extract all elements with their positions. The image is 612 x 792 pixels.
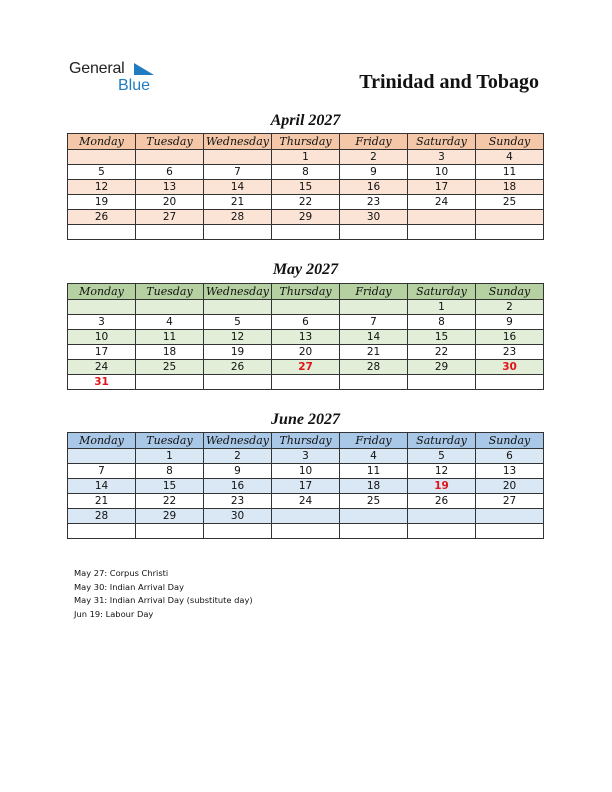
day-cell: 12	[408, 464, 476, 479]
calendar-may	[67, 283, 544, 390]
weekday-header: Monday	[68, 134, 136, 150]
empty-day-cell	[68, 150, 136, 165]
empty-day-cell	[476, 210, 544, 225]
weekday-header: Saturday	[408, 134, 476, 150]
holiday-notes	[74, 567, 253, 621]
weekday-header: Saturday	[408, 284, 476, 300]
weekday-header: Thursday	[272, 433, 340, 449]
day-cell: 20	[272, 345, 340, 360]
holiday-note: May 31: Indian Arrival Day (substitute day)	[74, 595, 253, 605]
day-cell: 12	[204, 330, 272, 345]
day-cell: 12	[68, 180, 136, 195]
day-cell: 7	[204, 165, 272, 180]
day-cell: 30	[476, 360, 544, 375]
day-cell: 1	[272, 150, 340, 165]
empty-day-cell	[204, 524, 272, 539]
day-cell: 6	[476, 449, 544, 464]
empty-day-cell	[272, 225, 340, 240]
day-cell: 21	[204, 195, 272, 210]
day-cell: 21	[68, 494, 136, 509]
day-cell: 1	[408, 300, 476, 315]
weekday-header: Friday	[340, 284, 408, 300]
day-cell: 4	[476, 150, 544, 165]
day-cell: 23	[204, 494, 272, 509]
day-cell: 7	[68, 464, 136, 479]
day-cell: 10	[68, 330, 136, 345]
day-cell: 17	[408, 180, 476, 195]
weekday-header-row	[68, 433, 544, 449]
empty-day-cell	[204, 150, 272, 165]
calendar-april	[67, 133, 544, 240]
day-cell: 18	[340, 479, 408, 494]
day-cell: 13	[272, 330, 340, 345]
day-cell: 8	[136, 464, 204, 479]
weekday-header-row	[68, 284, 544, 300]
day-cell: 13	[136, 180, 204, 195]
day-cell: 25	[340, 494, 408, 509]
empty-day-cell	[340, 375, 408, 390]
day-cell: 19	[204, 345, 272, 360]
day-cell: 19	[408, 479, 476, 494]
empty-day-cell	[136, 225, 204, 240]
week-row	[68, 509, 544, 524]
weekday-header: Saturday	[408, 433, 476, 449]
empty-day-cell	[68, 449, 136, 464]
weekday-header: Sunday	[476, 433, 544, 449]
day-cell: 3	[408, 150, 476, 165]
day-cell: 14	[340, 330, 408, 345]
day-cell: 28	[68, 509, 136, 524]
day-cell: 11	[340, 464, 408, 479]
day-cell: 17	[272, 479, 340, 494]
empty-day-cell	[204, 300, 272, 315]
day-cell: 16	[204, 479, 272, 494]
day-cell: 31	[68, 375, 136, 390]
empty-day-cell	[340, 509, 408, 524]
day-cell: 25	[136, 360, 204, 375]
day-cell: 24	[272, 494, 340, 509]
day-cell: 17	[68, 345, 136, 360]
day-cell: 18	[136, 345, 204, 360]
empty-day-cell	[272, 300, 340, 315]
weekday-header: Sunday	[476, 284, 544, 300]
week-row	[68, 360, 544, 375]
week-row	[68, 210, 544, 225]
weekday-header: Tuesday	[136, 284, 204, 300]
empty-day-cell	[408, 509, 476, 524]
weekday-header: Thursday	[272, 134, 340, 150]
day-cell: 10	[408, 165, 476, 180]
day-cell: 13	[476, 464, 544, 479]
empty-day-cell	[272, 375, 340, 390]
month-title-may: May 2027	[272, 261, 339, 278]
day-cell: 27	[136, 210, 204, 225]
empty-day-cell	[340, 225, 408, 240]
empty-day-cell	[204, 225, 272, 240]
week-row	[68, 375, 544, 390]
day-cell: 11	[136, 330, 204, 345]
day-cell: 30	[340, 210, 408, 225]
day-cell: 22	[136, 494, 204, 509]
empty-day-cell	[340, 524, 408, 539]
weekday-header: Monday	[68, 433, 136, 449]
day-cell: 14	[204, 180, 272, 195]
day-cell: 26	[68, 210, 136, 225]
day-cell: 6	[136, 165, 204, 180]
day-cell: 21	[340, 345, 408, 360]
day-cell: 2	[340, 150, 408, 165]
day-cell: 23	[476, 345, 544, 360]
month-title-june: June 2027	[271, 411, 340, 428]
day-cell: 29	[408, 360, 476, 375]
week-row	[68, 180, 544, 195]
empty-day-cell	[340, 300, 408, 315]
weekday-header: Monday	[68, 284, 136, 300]
holiday-note: Jun 19: Labour Day	[74, 608, 154, 619]
week-row	[68, 330, 544, 345]
month-title-april: April 2027	[270, 112, 341, 129]
empty-day-cell	[136, 150, 204, 165]
weekday-header: Wednesday	[204, 284, 272, 300]
empty-day-cell	[68, 225, 136, 240]
week-row	[68, 195, 544, 210]
day-cell: 28	[204, 210, 272, 225]
day-cell: 25	[476, 195, 544, 210]
weekday-header: Wednesday	[204, 433, 272, 449]
week-row	[68, 449, 544, 464]
day-cell: 5	[408, 449, 476, 464]
day-cell: 3	[272, 449, 340, 464]
day-cell: 11	[476, 165, 544, 180]
day-cell: 26	[204, 360, 272, 375]
weekday-header: Friday	[340, 134, 408, 150]
day-cell: 24	[408, 195, 476, 210]
empty-day-cell	[476, 524, 544, 539]
empty-day-cell	[136, 524, 204, 539]
day-cell: 2	[476, 300, 544, 315]
weekday-header: Tuesday	[136, 433, 204, 449]
day-cell: 27	[476, 494, 544, 509]
day-cell: 6	[272, 315, 340, 330]
day-cell: 28	[340, 360, 408, 375]
day-cell: 20	[476, 479, 544, 494]
empty-day-cell	[68, 300, 136, 315]
day-cell: 26	[408, 494, 476, 509]
week-row	[68, 300, 544, 315]
day-cell: 27	[272, 360, 340, 375]
day-cell: 22	[272, 195, 340, 210]
day-cell: 22	[408, 345, 476, 360]
empty-day-cell	[408, 524, 476, 539]
day-cell: 5	[68, 165, 136, 180]
week-row	[68, 315, 544, 330]
day-cell: 20	[136, 195, 204, 210]
holiday-note: May 27: Corpus Christi	[74, 568, 169, 578]
day-cell: 30	[204, 509, 272, 524]
day-cell: 14	[68, 479, 136, 494]
week-row	[68, 479, 544, 494]
day-cell: 29	[136, 509, 204, 524]
calendar-june	[67, 432, 544, 539]
empty-day-cell	[408, 210, 476, 225]
weekday-header: Thursday	[272, 284, 340, 300]
week-row	[68, 494, 544, 509]
day-cell: 29	[272, 210, 340, 225]
empty-day-cell	[476, 509, 544, 524]
empty-day-cell	[204, 375, 272, 390]
country-title: Trinidad and Tobago	[359, 71, 539, 93]
day-cell: 4	[340, 449, 408, 464]
week-row	[68, 524, 544, 539]
day-cell: 15	[136, 479, 204, 494]
day-cell: 15	[408, 330, 476, 345]
day-cell: 5	[204, 315, 272, 330]
day-cell: 7	[340, 315, 408, 330]
week-row	[68, 345, 544, 360]
day-cell: 23	[340, 195, 408, 210]
empty-day-cell	[272, 524, 340, 539]
day-cell: 18	[476, 180, 544, 195]
day-cell: 3	[68, 315, 136, 330]
empty-day-cell	[476, 375, 544, 390]
logo-general-text: General	[69, 60, 125, 77]
day-cell: 8	[272, 165, 340, 180]
day-cell: 24	[68, 360, 136, 375]
empty-day-cell	[136, 300, 204, 315]
day-cell: 15	[272, 180, 340, 195]
day-cell: 19	[68, 195, 136, 210]
week-row	[68, 165, 544, 180]
generalblue-logo	[69, 60, 159, 96]
logo-blue-text: Blue	[118, 77, 151, 94]
weekday-header: Tuesday	[136, 134, 204, 150]
week-row	[68, 464, 544, 479]
day-cell: 9	[476, 315, 544, 330]
empty-day-cell	[136, 375, 204, 390]
weekday-header-row	[68, 134, 544, 150]
empty-day-cell	[272, 509, 340, 524]
empty-day-cell	[476, 225, 544, 240]
day-cell: 2	[204, 449, 272, 464]
day-cell: 8	[408, 315, 476, 330]
weekday-header: Wednesday	[204, 134, 272, 150]
day-cell: 9	[340, 165, 408, 180]
empty-day-cell	[408, 375, 476, 390]
day-cell: 10	[272, 464, 340, 479]
weekday-header: Sunday	[476, 134, 544, 150]
week-row	[68, 150, 544, 165]
day-cell: 16	[476, 330, 544, 345]
day-cell: 16	[340, 180, 408, 195]
day-cell: 1	[136, 449, 204, 464]
week-row	[68, 225, 544, 240]
weekday-header: Friday	[340, 433, 408, 449]
day-cell: 4	[136, 315, 204, 330]
empty-day-cell	[68, 524, 136, 539]
holiday-note: May 30: Indian Arrival Day	[74, 581, 185, 592]
empty-day-cell	[408, 225, 476, 240]
day-cell: 9	[204, 464, 272, 479]
